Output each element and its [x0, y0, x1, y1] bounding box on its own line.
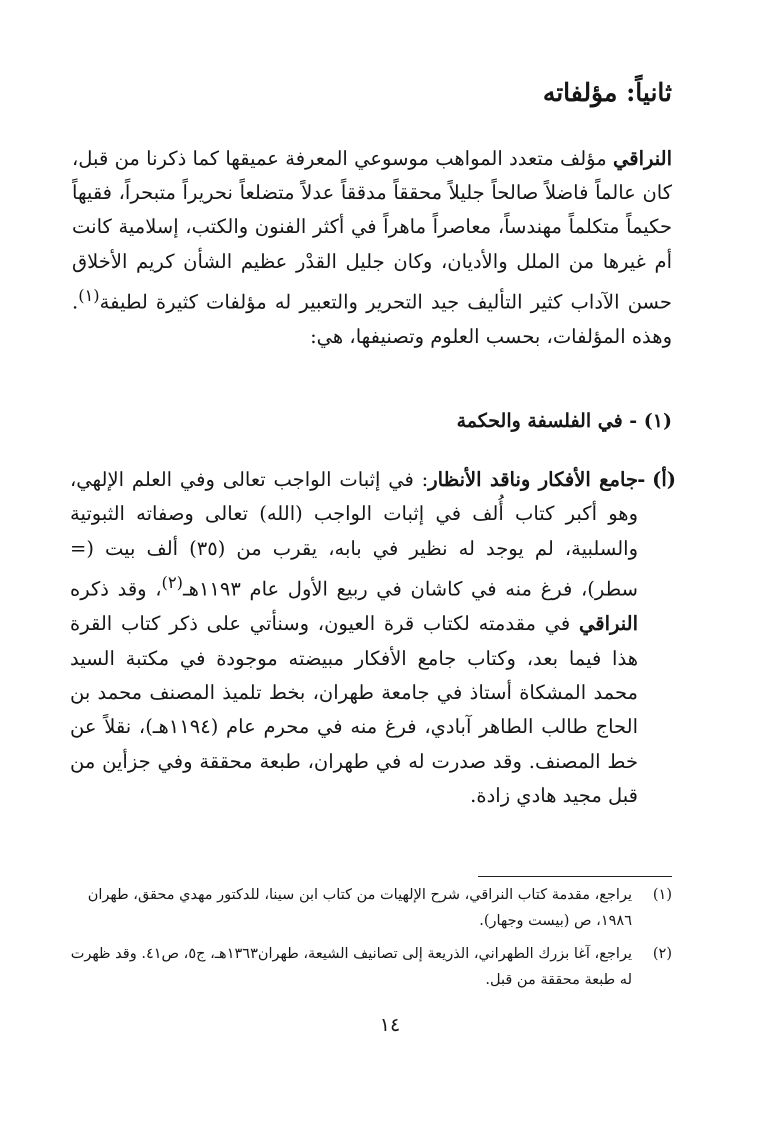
- item-marker: (أ) -: [637, 468, 676, 491]
- footnote-1: [62, 882, 672, 934]
- footnote-divider: [478, 876, 672, 877]
- footnote-text: يراجع، مقدمة كتاب النراقي، شرح الإلهيات من كتاب ابن سينا، للدكتور مهدي محقق، طهران ١٩٨٦، ص (بيست وجهار).: [87, 887, 632, 929]
- item-text-1: : في إثبات الواجب تعالى وفي العلم الإلهي، وهو أكبر كتاب أُلف في إثبات الواجب (الله) تعالى وصفاته الثبوتية والسلبية، لم يوجد له نظير في بابه، يقرب من (٣٥) ألف بيت (= سطر)، فرغ منه في كاشان في ربيع الأول عام ١١٩٣هـ: [70, 468, 639, 601]
- intro-paragraph: [72, 142, 672, 354]
- item-text-3: في مقدمته لكتاب قرة العيون، وسنأتي على ذكر كتاب القرة هذا فيما بعد، وكتاب جامع الأفكار مبيضته موجودة في مكتبة السيد محمد المشكاة أستاذ في جامعة طهران، بخط تلميذ المصنف محمد بن الحاج طالب الطاهر آبادي، فرغ منه في محرم عام (١١٩٤هـ)، نقلاً عن خط المصنف. وقد صدرت له في طهران، طبعة محققة وفي جزأين من قبل مجيد هادي زادة.: [70, 612, 638, 808]
- item-paragraph: [70, 463, 638, 814]
- item-title: جامع الأفكار وناقد الأنظار: [428, 468, 638, 491]
- intro-text: مؤلف متعدد المواهب موسوعي المعرفة عميقها كما ذكرنا من قبل، كان عالماً فاضلاً صالحاً جليلاً محققاً مدققاً عدلاً متضلعاً نحريراً متبحراً، فقيهاً حكيماً متكلماً مهندساً، معاصراً ماهراً في أكثر الفنون والكتب، إسلامية كانت أم غيرها من الملل والأديان، وكان جليل القدْر عظيم الشأن كريم الأخلاق حسن الآداب كثير التأليف جيد التحرير والتعبير له مؤلفات كثيرة لطيفة: [72, 147, 672, 314]
- footnote-ref-2[interactable]: (٢): [161, 573, 183, 593]
- footnote-ref-1[interactable]: (١): [78, 285, 100, 305]
- footnote-text: يراجع، آغا بزرك الطهراني، الذريعة إلى تصانيف الشيعة، طهران١٣٦٣هـ، ج٥، ص٤١. وقد ظهرت له طبعة محققة من قبل.: [70, 946, 632, 988]
- page-number: ١٤: [379, 1014, 401, 1036]
- item-text-2: ، وقد ذكره: [70, 577, 162, 601]
- footnote-2: [62, 941, 672, 993]
- item-bold-name: النراقي: [579, 612, 638, 636]
- intro-lead-name: النراقي: [613, 147, 672, 170]
- footnote-number: (١): [652, 887, 672, 903]
- subsection-heading: (١) - في الفلسفة والحكمة: [456, 410, 672, 432]
- footnote-number: (٢): [652, 946, 672, 962]
- section-heading: ثانياً: مؤلفاته: [542, 78, 672, 107]
- intro-tail: . وهذه المؤلفات، بحسب العلوم وتصنيفها، هي:: [72, 290, 672, 348]
